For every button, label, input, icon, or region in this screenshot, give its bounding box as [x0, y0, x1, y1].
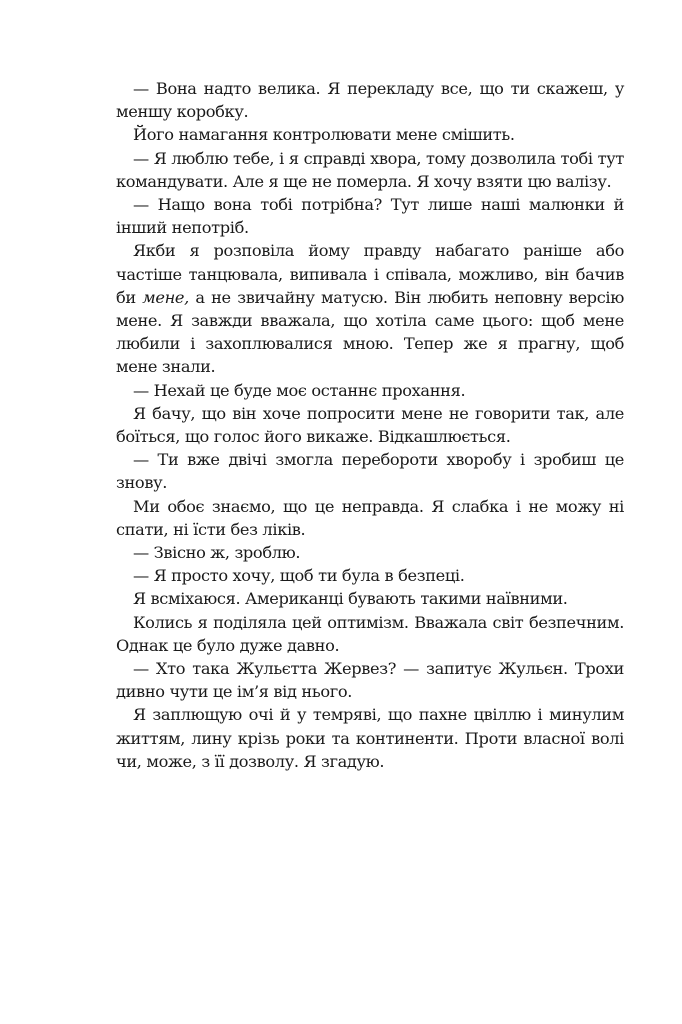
italic-text: мене, [142, 287, 189, 307]
paragraph [116, 611, 624, 657]
paragraph-text: — Звісно ж, зроблю. [133, 543, 301, 563]
paragraph-text: — Вона надто велика. Я перекладу все, що ти скажеш, у меншу коробку. [116, 79, 624, 122]
paragraph [116, 564, 624, 587]
paragraph-text: Я заплющую очі й у темряві, що пахне цвіллю і минулим життям, лину крізь роки та континенти. Проти власної волі чи, може, з її дозволу. Я згадую. [116, 705, 624, 771]
paragraph [116, 239, 624, 378]
paragraph-text: — Ти вже двічі змогла перебороти хворобу і зробиш це знову. [116, 450, 624, 493]
paragraph [116, 147, 624, 193]
paragraph-text: — Нащо вона тобі потрібна? Тут лише наші малюнки й інший непотріб. [116, 195, 624, 238]
paragraph-text: — Я люблю тебе, і я справді хвора, тому дозволила тобі тут командувати. Але я ще не померла. Я хочу взяти цю валізу. [116, 148, 624, 191]
paragraph [116, 77, 624, 123]
paragraph-text: Ми обоє знаємо, що це неправда. Я слабка і не можу ні спати, ні їсти без ліків. [116, 496, 624, 539]
paragraph [116, 379, 624, 402]
paragraph-text: Його намагання контролювати мене смішить. [133, 125, 515, 145]
paragraph [116, 193, 624, 239]
paragraph [116, 657, 624, 703]
paragraph-text: — Нехай це буде моє останнє прохання. [133, 380, 466, 400]
paragraph [116, 703, 624, 773]
paragraph-text: Колись я поділяла цей оптимізм. Вважала світ безпечним. Однак це було дуже давно. [116, 612, 624, 655]
page-text [116, 77, 624, 773]
paragraph-text: Я всміхаюся. Американці бувають такими наївними. [133, 589, 568, 609]
paragraph-text: Я бачу, що він хоче попросити мене не говорити так, але боїться, що голос його викаже. Відкашлюється. [116, 403, 624, 447]
paragraph [116, 123, 624, 146]
paragraph-text: а не звичайну матусю. Він любить неповну версію мене. Я завжди вважала, що хотіла саме цього: щоб мене любили і захоплювалися мною. Тепер же я прагну, щоб мене знали. [116, 287, 624, 377]
paragraph [116, 448, 624, 494]
paragraph-text: — Хто така Жульєтта Жервез? — запитує Жульєн. Трохи дивно чути це ім’я від нього. [116, 659, 624, 702]
paragraph [116, 541, 624, 564]
paragraph [116, 402, 624, 448]
paragraph-text: Якби я розповіла йому правду набагато раніше або частіше танцювала, випивала і співала, можливо, він бачив би [116, 241, 624, 307]
paragraph [116, 495, 624, 541]
paragraph [116, 587, 624, 610]
paragraph-text: — Я просто хочу, щоб ти була в безпеці. [133, 566, 465, 586]
